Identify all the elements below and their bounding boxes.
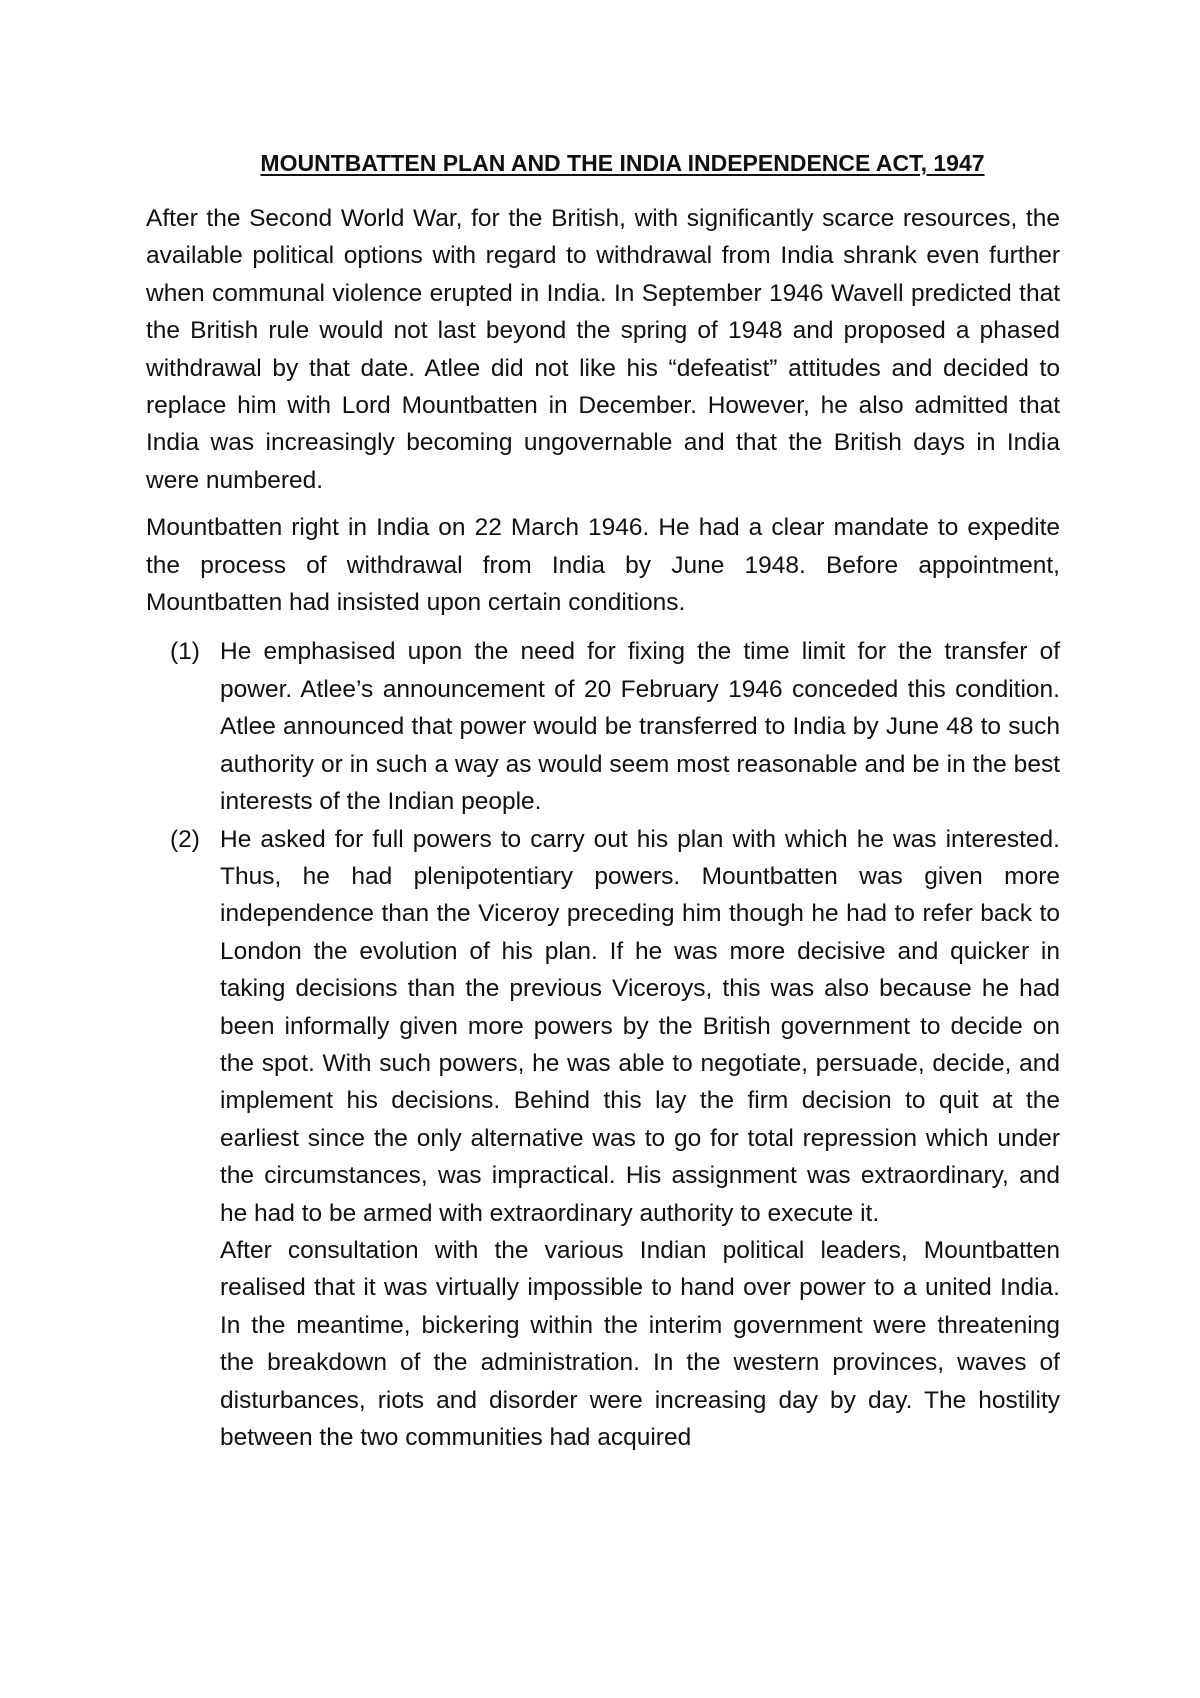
paragraph-intro: After the Second World War, for the British, with significantly scarce resources, the available political options with regard to withdrawal from India shrank even further when communal violence erupted in India. In September 1946 Wavell predicted that the British rule would not last beyond the spring of 1948 and proposed a phased withdrawal by that date. Atlee did not like his “defeatist” attitudes and decided to replace him with Lord Mountbatten in December. However, he also admitted that India was increasingly becoming ungovernable and that the British days in India were numbered.: [146, 205, 1060, 494]
paragraph-mountbatten-arrival: Mountbatten right in India on 22 March 1946. He had a clear mandate to expedite the process of withdrawal from India by June 1948. Before appointment, Mountbatten had insisted upon certain conditions.: [146, 514, 1060, 617]
list-item-text: He emphasised upon the need for fixing the time limit for the transfer of power. Atlee’s announcement of 20 February 1946 conceded this condition. Atlee announced that power would be transferred to India by June 48 to such authority or in such a way as would seem most reasonable and be in the best interests of the Indian people.: [220, 638, 1060, 816]
conditions-list: [146, 633, 1060, 1232]
list-item: [146, 633, 1060, 820]
document-body: [146, 200, 1060, 1456]
list-item-number: (2): [170, 825, 200, 853]
document-title: MOUNTBATTEN PLAN AND THE INDIA INDEPENDENCE ACT, 1947: [260, 150, 985, 176]
list-item-text: He asked for full powers to carry out his plan with which he was interested. Thus, he had plenipotentiary powers. Mountbatten was given more independence than the Viceroy preceding him though he had to refer back to London the evolution of his plan. If he was more decisive and quicker in taking decisions than the previous Viceroys, this was also because he had been informally given more powers by the British government to decide on the spot. With such powers, he was able to negotiate, persuade, decide, and implement his decisions. Behind this lay the firm decision to quit at the earliest since the only alternative was to go for total repression which under the circumstances, was impractical. His assignment was extraordinary, and he had to be armed with extraordinary authority to execute it.: [220, 825, 1060, 1227]
list-item-number: (1): [170, 638, 200, 666]
paragraph-continuation: After consultation with the various Indian political leaders, Mountbatten realised that it was virtually impossible to hand over power to a united India. In the meantime, bickering within the interim government were threatening the breakdown of the administration. In the western provinces, waves of disturbances, riots and disorder were increasing day by day. The hostility between the two communities had acquired: [220, 1236, 1060, 1451]
list-item: [146, 821, 1060, 1232]
